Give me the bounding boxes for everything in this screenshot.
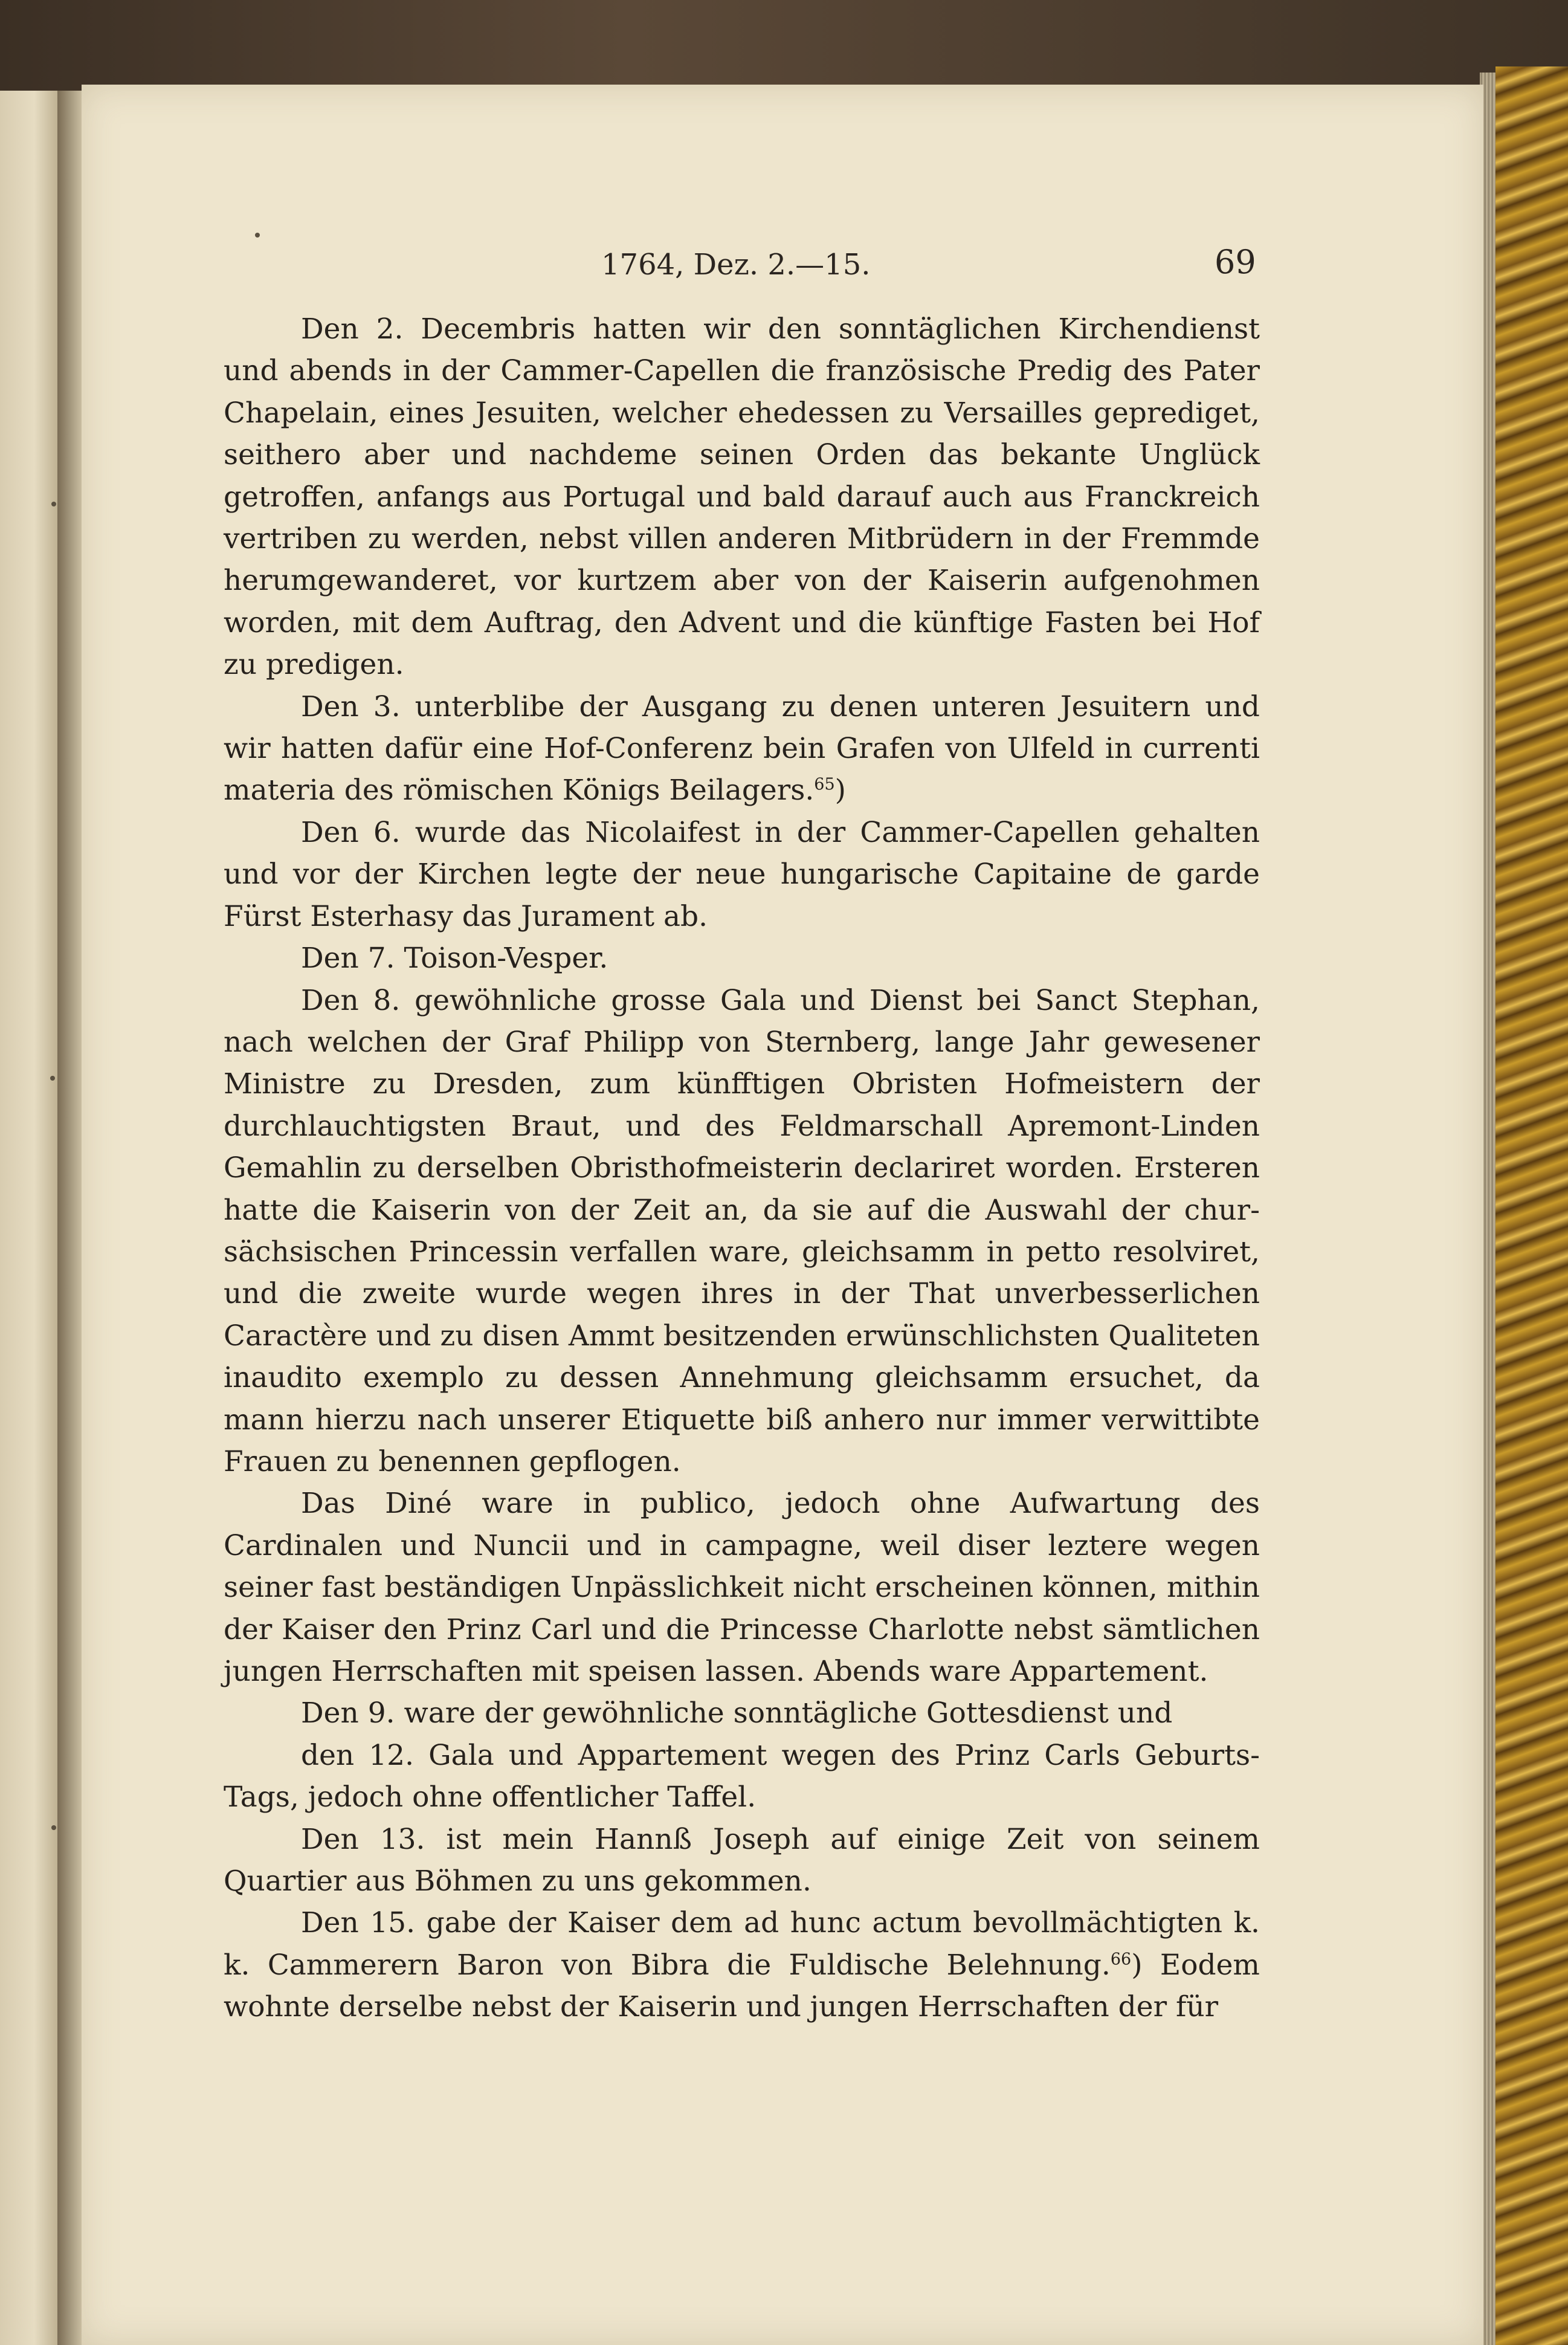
page-number: 69 xyxy=(1215,243,1256,281)
paragraph xyxy=(224,1483,1260,1692)
page-header xyxy=(82,243,1483,291)
paragraph-text: den 12. Gala und Appartement wegen des Prinz Carls Geburts-Tags, jedoch ohne offentlicher Taffel. xyxy=(224,1738,1260,1814)
footnote-marker: 65 xyxy=(814,775,835,794)
paragraph xyxy=(224,686,1260,812)
book-gutter xyxy=(57,91,82,2345)
paragraph-text: Das Diné ware in publico, jedoch ohne Aufwartung des Cardinalen und Nuncii und in campagne, weil diser leztere wegen seiner fast beständigen Unpässlichkeit nicht erscheinen können, mithin der Kaiser den Prinz Carl und die Princesse Charlotte nebst sämtlichen jungen Herrschaften mit speisen lassen. Abends ware Appartement. xyxy=(224,1487,1260,1688)
paragraph-text: Den 6. wurde das Nicolaifest in der Cammer-Capellen gehalten und vor der Kirchen legte der neue hungarische Capitaine de garde Fürst Esterhasy das Jurament ab. xyxy=(224,815,1260,933)
margin-dot xyxy=(51,1825,56,1830)
paragraph xyxy=(224,1902,1260,2028)
book-page xyxy=(82,85,1483,2345)
paragraph-text: Den 9. ware der gewöhnliche sonntägliche Gottesdienst und xyxy=(301,1696,1173,1730)
paragraph xyxy=(224,1819,1260,1903)
paragraph-text: Den 8. gewöhnliche grosse Gala und Dienst bei Sanct Stephan, nach welchen der Graf Philipp von Sternberg, lange Jahr gewesener Ministre zu Dresden, zum künfftigen Obristen Hofmeistern der durchlauchtigsten Braut, und des Feldmarschall Apremont-Linden Gemahlin zu derselben Obristhofmeisterin declariret worden. Ersteren hatte die Kaiserin von der Zeit an, da sie auf die Auswahl der chur-sächsischen Princessin verfallen ware, gleichsamm in petto resolviret, und die zweite wurde wegen ihres in der That unverbesserlichen Caractère und zu disen Ammt besitzenden erwünschlichsten Qualiteten inaudito exemplo zu dessen Annehmung gleichsamm ersuchet, da mann hierzu nach unserer Etiquette biß anhero nur immer verwittibte Frauen zu benennen gepflogen. xyxy=(224,983,1260,1478)
margin-dot xyxy=(255,233,260,238)
left-facing-page xyxy=(0,91,59,2345)
running-head: 1764, Dez. 2.—15. xyxy=(601,248,871,282)
paragraph xyxy=(224,1692,1260,1734)
paragraph xyxy=(224,980,1260,1483)
paragraph xyxy=(224,1735,1260,1819)
paragraph xyxy=(224,937,1260,979)
paragraph-text: Den 2. Decembris hatten wir den sonntäglichen Kirchendienst und abends in der Cammer-Capellen die französische Predig des Pater Chapelain, eines Jesuiten, welcher ehedessen zu Versailles geprediget, seithero aber und nachdeme seinen Orden das bekante Unglück getroffen, anfangs aus Portugal und bald darauf auch aus Franckreich vertriben zu werden, nebst villen anderen Mitbrüdern in der Fremmde herumgewanderet, vor kurtzem aber von der Kaiserin aufgenohmen worden, mit dem Auftrag, den Advent und die künftige Fasten bei Hof zu predigen. xyxy=(224,312,1260,682)
body-text xyxy=(224,308,1260,2028)
paragraph-text: Den 15. gabe der Kaiser dem ad hunc actum bevollmächtigten k. k. Cammerern Baron von Bibra die Fuldische Belehnung. xyxy=(224,1906,1260,1982)
paragraph-text: Den 3. unterblibe der Ausgang zu denen unteren Jesuitern und wir hatten dafür eine Hof-Conferenz bein Grafen von Ulfeld in currenti materia des römischen Königs Beilagers. xyxy=(224,690,1260,807)
paragraph xyxy=(224,812,1260,937)
margin-dot xyxy=(51,502,56,506)
paragraph xyxy=(224,308,1260,686)
paragraph-text: Den 7. Toison-Vesper. xyxy=(301,942,608,975)
margin-dot xyxy=(50,1076,55,1081)
footnote-marker: 66 xyxy=(1110,1950,1132,1969)
paragraph-text: Den 13. ist mein Hannß Joseph auf einige Zeit von seinem Quartier aus Böhmen zu uns gekommen. xyxy=(224,1822,1260,1898)
paragraph-text-tail: ) xyxy=(834,774,846,807)
paragraph-text-tail: ) Eodem wohnte derselbe nebst der Kaiserin und jungen Herrschaften der für xyxy=(224,1948,1260,2024)
marbled-book-edge xyxy=(1495,66,1568,2345)
